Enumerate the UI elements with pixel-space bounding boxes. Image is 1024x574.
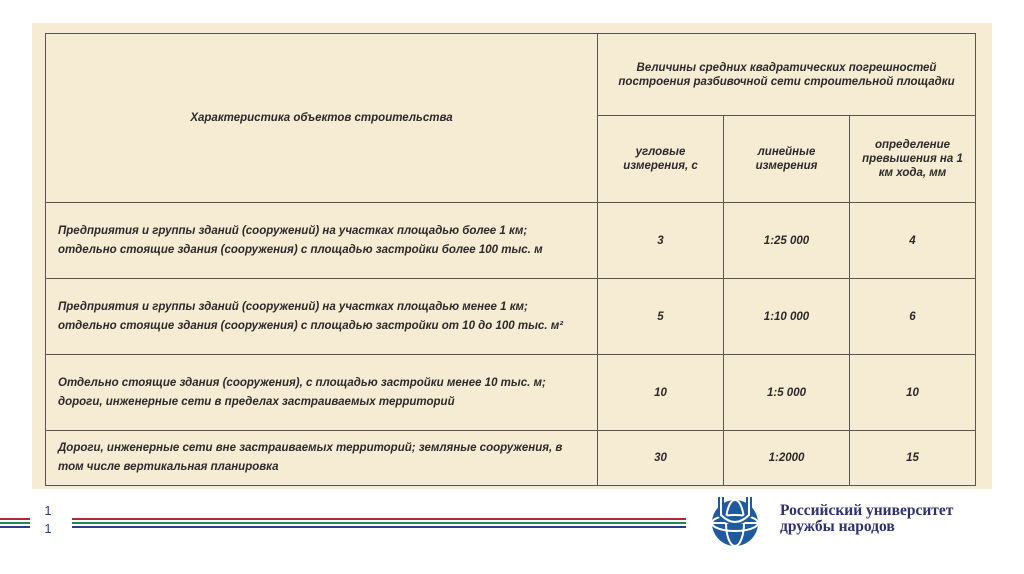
row-angular: 30 [598, 431, 724, 486]
table-scan [32, 23, 992, 489]
row-angular: 3 [598, 203, 724, 279]
university-name-line2: дружбы народов [780, 518, 895, 535]
row-angular: 10 [598, 355, 724, 431]
row-angular: 5 [598, 279, 724, 355]
footer-stripe-blue [72, 526, 686, 528]
row-description: Отдельно стоящие здания (сооружения), с площадью застройки менее 10 тыс. м; дороги, инженерные сети в пределах застраиваемых территорий [46, 355, 598, 431]
table-row [46, 431, 976, 486]
row-height: 4 [850, 203, 976, 279]
row-description: Предприятия и группы зданий (сооружений) на участках площадью более 1 км; отдельно стоящие здания (сооружения) с площадью застройки более 100 тыс. м [46, 203, 598, 279]
row-description: Дороги, инженерные сети вне застраиваемых территорий; земляные сооружения, в том числе вертикальная планировка [46, 431, 598, 486]
page-number-line2: 1 [44, 521, 52, 536]
row-height: 15 [850, 431, 976, 486]
row-description: Предприятия и группы зданий (сооружений) на участках площадью менее 1 км; отдельно стоящие здания (сооружения) с площадью застройки от 10 до 100 тыс. м² [46, 279, 598, 355]
page-number-line1: 1 [44, 503, 52, 518]
university-globe-logo-icon [707, 493, 763, 549]
table-row [46, 203, 976, 279]
footer-stripe-green-left [0, 522, 30, 524]
footer-stripe-green [72, 522, 686, 524]
header-angular: угловые измерения, с [598, 116, 724, 203]
table-row [46, 355, 976, 431]
footer-stripe-red [72, 518, 686, 520]
accuracy-table [45, 33, 976, 486]
row-linear: 1:2000 [724, 431, 850, 486]
header-object-characteristics: Характеристика объектов строительства [46, 34, 598, 203]
row-linear: 1:25 000 [724, 203, 850, 279]
header-height: определение превышения на 1 км хода, мм [850, 116, 976, 203]
table-row [46, 279, 976, 355]
university-name [780, 503, 1010, 535]
header-group-title: Величины средних квадратических погрешностей построения разбивочной сети строительной площадки [598, 34, 976, 116]
university-name-line1: Российский университет [780, 502, 954, 519]
row-height: 6 [850, 279, 976, 355]
row-height: 10 [850, 355, 976, 431]
header-linear: линейные измерения [724, 116, 850, 203]
footer-stripe-blue-left [0, 526, 30, 528]
row-linear: 1:10 000 [724, 279, 850, 355]
row-linear: 1:5 000 [724, 355, 850, 431]
footer-stripe-red-left [0, 518, 30, 520]
